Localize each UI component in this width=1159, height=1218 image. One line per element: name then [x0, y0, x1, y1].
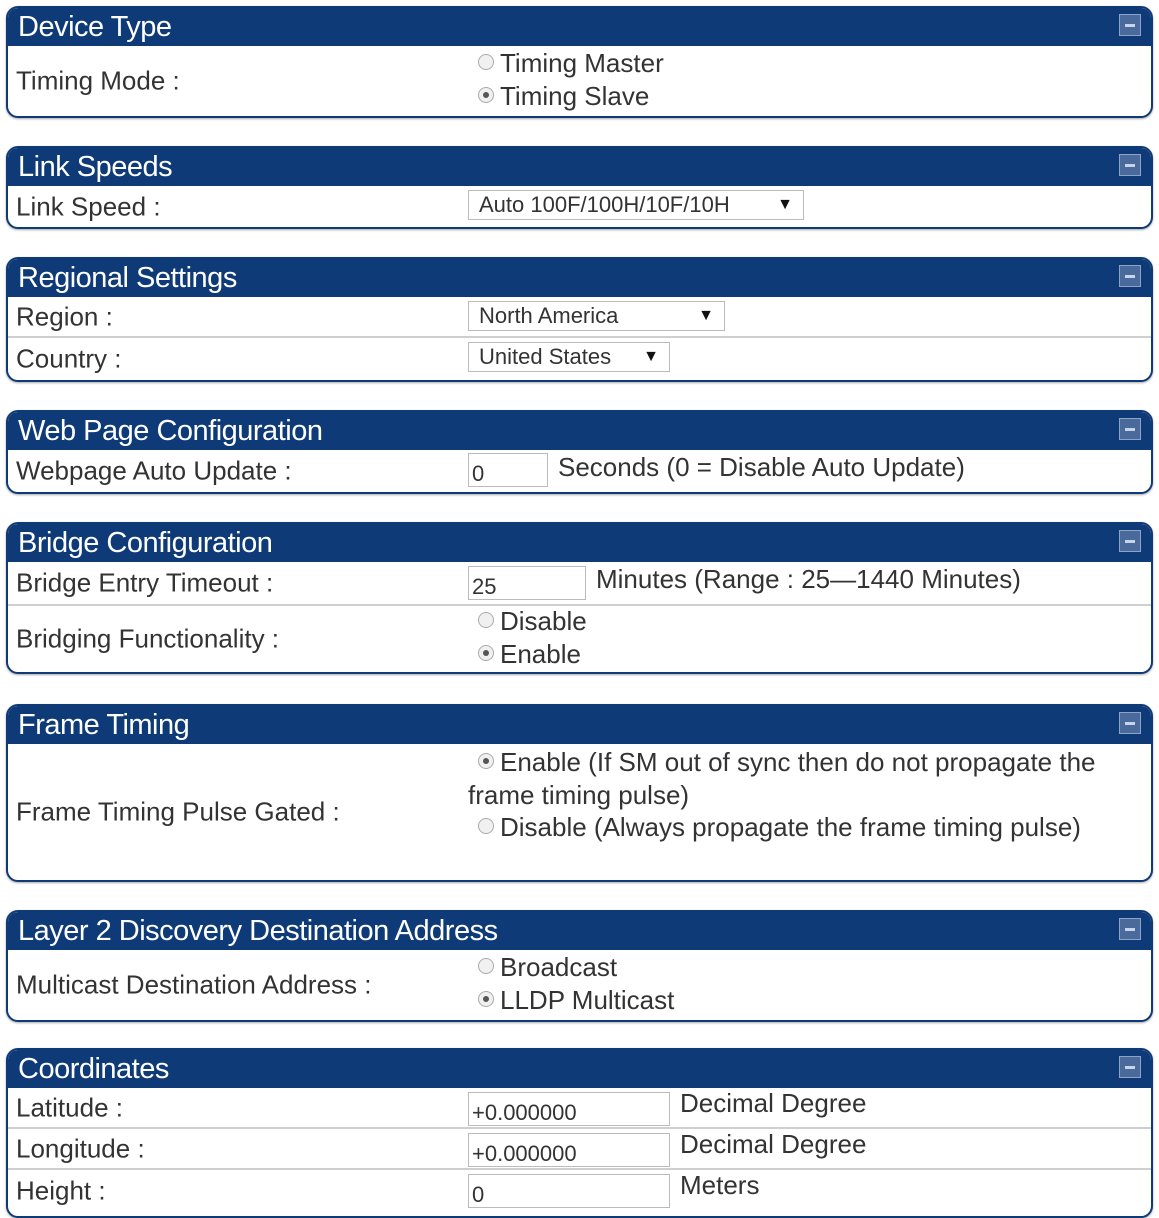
pulse-gated-row	[8, 744, 1151, 880]
longitude-input[interactable]	[468, 1133, 670, 1167]
regional-settings-panel	[6, 257, 1153, 382]
panel-title: Regional Settings	[18, 262, 237, 294]
input-value: +0.000000	[472, 1100, 577, 1125]
panel-title: Device Type	[18, 11, 172, 43]
radio-label: Timing Master	[500, 48, 664, 78]
radio-icon[interactable]	[478, 991, 494, 1007]
radio-icon[interactable]	[478, 645, 494, 661]
radio-label: LLDP Multicast	[500, 985, 675, 1015]
radio-lldp-multicast[interactable]	[478, 985, 674, 1016]
entry-timeout-input[interactable]	[468, 566, 586, 600]
radio-label: Disable	[500, 606, 587, 636]
radio-icon[interactable]	[478, 612, 494, 628]
frame-timing-panel	[6, 704, 1153, 882]
radio-label: Timing Slave	[500, 81, 650, 111]
entry-timeout-label: Bridge Entry Timeout :	[16, 567, 274, 598]
select-value: Auto 100F/100H/10F/10H	[479, 192, 730, 217]
longitude-unit: Decimal Degree	[680, 1129, 867, 1159]
panel-header	[8, 524, 1151, 562]
bridge-config-panel	[6, 522, 1153, 674]
collapse-icon[interactable]	[1119, 154, 1141, 176]
device-type-panel	[6, 6, 1153, 118]
radio-label: Enable	[500, 639, 581, 669]
panel-title: Layer 2 Discovery Destination Address	[18, 915, 498, 947]
multicast-row	[8, 950, 1151, 1020]
radio-icon[interactable]	[478, 87, 494, 103]
timing-mode-label: Timing Mode :	[16, 65, 180, 96]
input-value: 25	[472, 574, 497, 599]
height-row	[8, 1170, 1151, 1212]
longitude-row	[8, 1129, 1151, 1170]
radio-icon[interactable]	[478, 753, 494, 769]
panel-title: Coordinates	[18, 1053, 169, 1085]
auto-update-row	[8, 450, 1151, 492]
collapse-icon[interactable]	[1119, 918, 1141, 940]
link-speeds-panel	[6, 146, 1153, 229]
latitude-unit: Decimal Degree	[680, 1088, 867, 1118]
panel-header	[8, 1050, 1151, 1088]
height-unit: Meters	[680, 1170, 760, 1200]
collapse-icon[interactable]	[1119, 14, 1141, 36]
region-select[interactable]	[468, 301, 725, 331]
dropdown-arrow-icon: ▼	[698, 307, 714, 324]
select-value: United States	[479, 344, 612, 369]
radio-pulse-enable[interactable]	[468, 746, 1138, 811]
radio-timing-slave[interactable]	[478, 81, 649, 112]
link-speed-row	[8, 186, 1151, 227]
entry-timeout-hint: Minutes (Range : 25—1440 Minutes)	[596, 564, 1021, 594]
layer2-discovery-panel	[6, 910, 1153, 1022]
latitude-label: Latitude :	[16, 1092, 123, 1122]
panel-header	[8, 8, 1151, 46]
panel-header	[8, 412, 1151, 450]
height-input[interactable]	[468, 1174, 670, 1208]
panel-header	[8, 912, 1151, 950]
region-row	[8, 297, 1151, 338]
bridging-functionality-row	[8, 606, 1151, 672]
radio-icon[interactable]	[478, 54, 494, 70]
radio-label: Disable (Always propagate the frame timing pulse)	[500, 812, 1081, 842]
height-label: Height :	[16, 1175, 106, 1206]
auto-update-label: Webpage Auto Update :	[16, 455, 292, 486]
link-speed-select[interactable]	[468, 190, 804, 220]
region-label: Region :	[16, 301, 113, 331]
collapse-icon[interactable]	[1119, 712, 1141, 734]
pulse-gated-text	[468, 746, 1138, 844]
panel-title: Bridge Configuration	[18, 527, 273, 559]
collapse-icon[interactable]	[1119, 1056, 1141, 1078]
web-page-config-panel	[6, 410, 1153, 494]
pulse-gated-label: Frame Timing Pulse Gated :	[16, 796, 340, 827]
dropdown-arrow-icon: ▼	[643, 348, 659, 365]
bridging-functionality-label: Bridging Functionality :	[16, 623, 280, 654]
panel-header	[8, 148, 1151, 186]
input-value: 0	[472, 1182, 485, 1207]
latitude-input[interactable]	[468, 1092, 670, 1126]
radio-bridging-enable[interactable]	[478, 639, 581, 670]
radio-broadcast[interactable]	[478, 952, 617, 983]
collapse-icon[interactable]	[1119, 530, 1141, 552]
entry-timeout-row	[8, 562, 1151, 606]
auto-update-input[interactable]	[468, 453, 548, 487]
auto-update-hint: Seconds (0 = Disable Auto Update)	[558, 452, 965, 482]
coordinates-panel	[6, 1048, 1153, 1218]
multicast-label: Multicast Destination Address :	[16, 969, 372, 1000]
country-row	[8, 338, 1151, 380]
timing-mode-row	[8, 46, 1151, 116]
radio-icon[interactable]	[478, 818, 494, 834]
collapse-icon[interactable]	[1119, 418, 1141, 440]
radio-label: Broadcast	[500, 952, 618, 982]
input-value: +0.000000	[472, 1141, 577, 1166]
link-speed-label: Link Speed :	[16, 191, 161, 221]
select-value: North America	[479, 303, 619, 328]
panel-title: Link Speeds	[18, 151, 173, 183]
panel-header	[8, 706, 1151, 744]
radio-label: Enable (If SM out of sync then do not propagate the frame timing pulse)	[468, 747, 1096, 810]
radio-timing-master[interactable]	[478, 48, 664, 79]
panel-header	[8, 259, 1151, 297]
radio-bridging-disable[interactable]	[478, 606, 587, 637]
radio-pulse-disable[interactable]	[468, 811, 1138, 844]
country-select[interactable]	[468, 342, 670, 372]
country-label: Country :	[16, 343, 122, 374]
latitude-row	[8, 1088, 1151, 1129]
collapse-icon[interactable]	[1119, 265, 1141, 287]
input-value: 0	[472, 461, 485, 486]
longitude-label: Longitude :	[16, 1133, 145, 1163]
panel-title: Web Page Configuration	[18, 415, 323, 447]
panel-title: Frame Timing	[18, 709, 190, 741]
dropdown-arrow-icon: ▼	[777, 196, 793, 213]
radio-icon[interactable]	[478, 958, 494, 974]
